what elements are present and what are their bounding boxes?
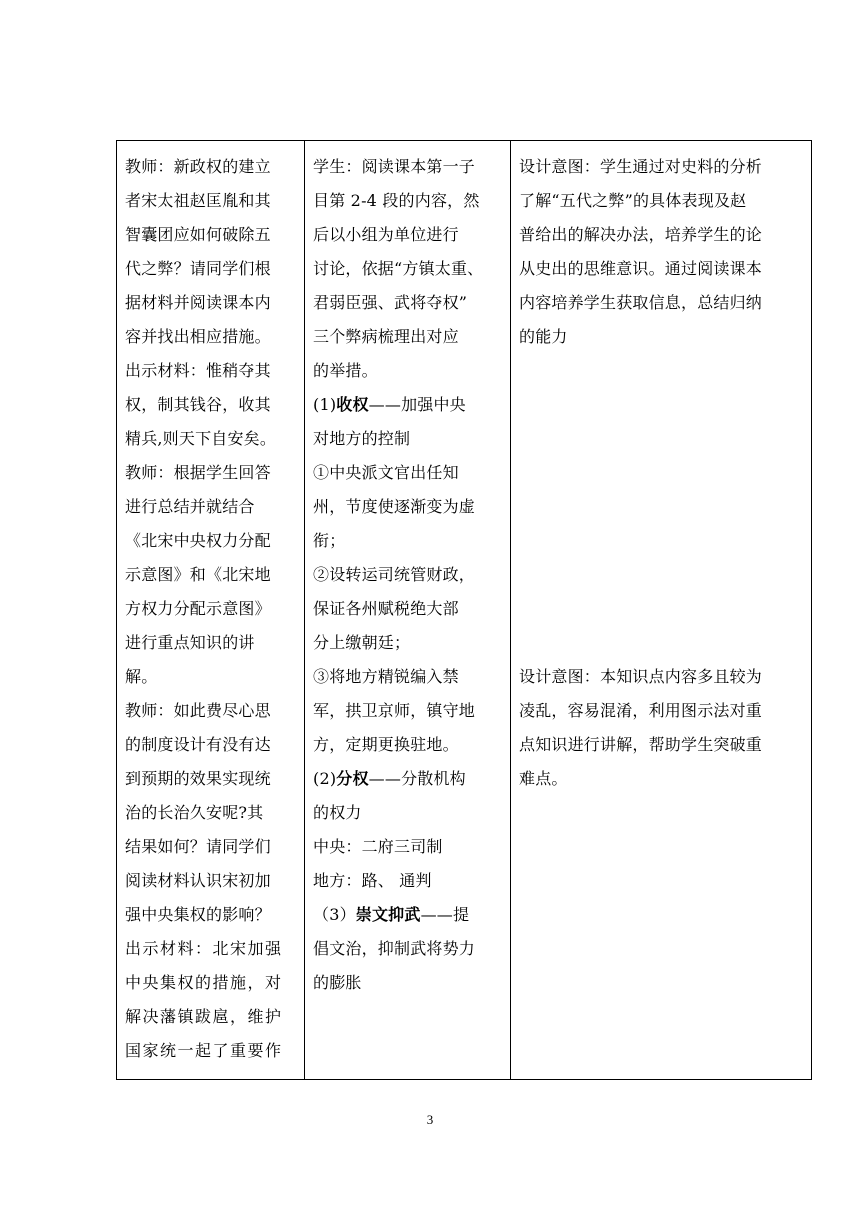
page-number: 3 xyxy=(426,1112,434,1127)
student-text-line: 的举措。 xyxy=(313,361,378,380)
measure-2-items xyxy=(313,830,502,898)
teacher-activity-cell xyxy=(117,141,305,1080)
design-intent-2 xyxy=(519,660,803,796)
measure-1-item-line: 分上缴朝廷； xyxy=(313,633,411,652)
student-text-line: 目第 2-4 段的内容，然 xyxy=(313,191,480,210)
design-intent-line: 点知识进行讲解，帮助学生突破重 xyxy=(519,735,763,754)
design-intent-line: 了解“五代之弊”的具体表现及赵 xyxy=(519,191,747,210)
teacher-quote-line: 国家统一起了重要作 xyxy=(125,1041,283,1060)
teacher-activity-text xyxy=(125,150,296,932)
teacher-text-line: 进行重点知识的讲 xyxy=(125,633,255,652)
teacher-text-line: 结果如何？请同学们 xyxy=(125,837,271,856)
measure-1-items xyxy=(313,456,502,762)
measure-1-item-line: ③将地方精锐编入禁 xyxy=(313,667,459,686)
teacher-quote-line: 中央集权的措施，对 xyxy=(125,973,283,992)
student-text-line: 三个弊病梳理出对应 xyxy=(313,327,459,346)
teacher-text-line: 《北宋中央权力分配 xyxy=(125,531,271,550)
measure-1-item-line: ①中央派文官出任知 xyxy=(313,463,459,482)
teacher-text-line: 出示材料：惟稍夺其 xyxy=(125,361,271,380)
design-intent-line: 内容培养学生获取信息，总结归纳 xyxy=(519,293,763,312)
student-activity-cell xyxy=(305,141,511,1080)
design-intent-cell xyxy=(511,141,812,1080)
measure-3-item-line: 的膨胀 xyxy=(313,973,362,992)
design-intent-line: 设计意图：本知识点内容多且较为 xyxy=(519,667,763,686)
student-text-line: 学生：阅读课本第一子 xyxy=(313,157,476,176)
design-intent-line: 的能力 xyxy=(519,327,568,346)
measure-3-items xyxy=(313,932,502,1000)
measure-1-item-line: 州，节度使逐渐变为虚 xyxy=(313,497,476,516)
measure-1-item-line: 衔； xyxy=(313,531,346,550)
measure-3-keyword: 崇文抑武 xyxy=(355,905,421,924)
measure-1-item-line: 保证各州赋税绝大部 xyxy=(313,599,459,618)
teacher-text-line: 解。 xyxy=(125,667,158,686)
teacher-text-line: 治的长治久安呢?其 xyxy=(125,803,264,822)
design-intent-line: 凌乱，容易混淆，利用图示法对重 xyxy=(519,701,763,720)
measure-2-keyword: 分权 xyxy=(336,769,369,788)
design-intent-line: 设计意图：学生通过对史料的分析 xyxy=(519,157,763,176)
teacher-text-line: 智囊团应如何破除五 xyxy=(125,225,271,244)
design-intent-line: 普给出的解决办法，培养学生的论 xyxy=(519,225,763,244)
teacher-text-line: 强中央集权的影响？ xyxy=(125,905,271,924)
measure-1-item-line: ②设转运司统管财政， xyxy=(313,565,476,584)
teacher-text-line: 方权力分配示意图》 xyxy=(125,599,271,618)
table-row xyxy=(117,141,812,1080)
measure-3-item-line: 倡文治，抑制武将势力 xyxy=(313,939,476,958)
measure-1-item-line: 军，拱卫京师，镇守地 xyxy=(313,701,476,720)
measure-2-heading: (2)分权——分散机构 xyxy=(313,769,466,788)
teacher-text-line: 示意图》和《北宋地 xyxy=(125,565,271,584)
teacher-text-line: 的制度设计有没有达 xyxy=(125,735,271,754)
teacher-text-line: 阅读材料认识宋初加 xyxy=(125,871,271,890)
teacher-text-line: 到预期的效果实现统 xyxy=(125,769,271,788)
student-text-line: 讨论，依据“方镇太重、 xyxy=(313,259,484,278)
measure-2-item-line: 地方：路、 通判 xyxy=(313,871,432,890)
teacher-text-line: 教师：根据学生回答 xyxy=(125,463,271,482)
teacher-text-line: 精兵,则天下自安矣。 xyxy=(125,429,277,448)
lesson-plan-table xyxy=(116,140,812,1080)
teacher-text-line: 权，制其钱谷，收其 xyxy=(125,395,271,414)
spacer xyxy=(519,354,803,660)
teacher-text-line: 代之弊？请同学们根 xyxy=(125,259,271,278)
measure-1-subheading: 对地方的控制 xyxy=(313,429,411,448)
teacher-text-line: 进行总结并就结合 xyxy=(125,497,255,516)
teacher-text-line: 者宋太祖赵匡胤和其 xyxy=(125,191,271,210)
teacher-text-line: 容并找出相应措施。 xyxy=(125,327,271,346)
teacher-text-line: 教师：新政权的建立 xyxy=(125,157,271,176)
measure-1-keyword: 收权 xyxy=(336,395,369,414)
design-intent-line: 从史出的思维意识。通过阅读课本 xyxy=(519,259,763,278)
teacher-quote-line: 解决藩镇跋扈，维护 xyxy=(125,1007,283,1026)
student-intro-text xyxy=(313,150,502,388)
measure-1-heading: (1)收权——加强中央 xyxy=(313,395,466,414)
measure-3-heading: （3）崇文抑武——提 xyxy=(313,905,470,924)
measure-2-subheading: 的权力 xyxy=(313,803,362,822)
student-text-line: 君弱臣强、武将夺权” xyxy=(313,293,468,312)
measure-2-item-line: 中央：二府三司制 xyxy=(313,837,443,856)
teacher-text-line: 教师：如此费尽心思 xyxy=(125,701,271,720)
teacher-quote-line: 出示材料：北宋加强 xyxy=(125,939,283,958)
design-intent-1 xyxy=(519,150,803,354)
teacher-quote-text xyxy=(125,932,296,1068)
student-text-line: 后以小组为单位进行 xyxy=(313,225,459,244)
design-intent-line: 难点。 xyxy=(519,769,568,788)
teacher-text-line: 据材料并阅读课本内 xyxy=(125,293,271,312)
measure-1-item-line: 方，定期更换驻地。 xyxy=(313,735,459,754)
